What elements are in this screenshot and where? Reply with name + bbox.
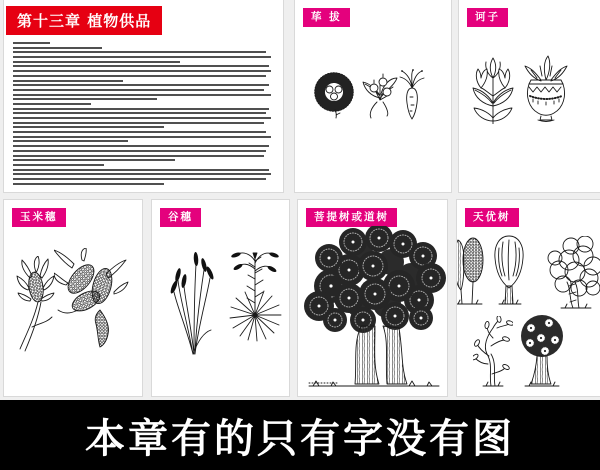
large-corn-ears-illustration [54,248,130,350]
small-corn-ear-illustration [16,256,56,358]
body-text-line [13,103,91,105]
body-text-line [13,65,269,67]
bodhi-trunk-right [383,326,407,384]
body-text-line [13,178,266,180]
panel-hezi-label: 诃子 [467,8,508,27]
column-tree-pair-illustration [456,234,484,310]
panel-puti [297,199,448,397]
body-text-line [13,117,271,119]
body-text-line [13,131,266,133]
bodhi-trunk-left [355,326,379,384]
scalloped-tree-illustration [543,236,600,310]
body-text-line [13,70,271,72]
body-text-line [13,164,104,166]
body-text-line [13,159,175,161]
grass-plant-illustration [228,245,282,355]
budding-branch-tree-illustration [473,316,513,388]
chapter-title-banner: 第十三章 植物供品 [6,6,162,35]
berry-plant-illustration [361,70,399,120]
footer-text: 本章有的只有字没有图 [85,415,515,462]
footer-banner [0,400,600,470]
panel-tianyou [456,199,600,397]
body-text-line [13,89,264,91]
body-text-line [13,183,164,185]
bodhi-canopy [304,226,446,333]
spiky-flower-ball-illustration [314,72,354,120]
body-text-line [13,145,269,147]
body-text-line [13,84,269,86]
body-text-line [13,56,271,58]
round-flower-tree-illustration [519,310,565,390]
panel-gusui [151,199,290,397]
body-text-line [13,94,271,96]
body-text-line [13,126,164,128]
panel-yumisui [3,199,143,397]
body-text-line [13,173,271,175]
tulip-branch-illustration [471,54,515,124]
panel-bibo [294,0,452,193]
grain-stalk-bunch-illustration [169,246,215,356]
panel-bibo-label: 荜 拔 [303,8,350,27]
body-text-line [13,150,266,152]
bodhi-tree-illustration [301,226,446,391]
panel-hezi [458,0,600,193]
body-text-line [13,155,264,157]
panel-yumisui-label: 玉米穗 [12,208,66,227]
body-text-line [13,51,266,53]
panel-puti-label: 菩提树或道树 [306,208,397,227]
body-text-line [13,108,269,110]
body-text-line [13,122,264,124]
body-text-block [13,42,274,187]
body-text-line [13,61,180,63]
body-text-line [13,169,269,171]
weeping-tree-illustration [489,232,529,310]
offering-pot-illustration [521,54,571,124]
body-text-line [13,80,123,82]
body-text-line [13,136,271,138]
panel-gusui-label: 谷穗 [160,208,201,227]
body-text-line [13,75,266,77]
panel-tianyou-label: 天优树 [465,208,519,227]
body-text-line [13,112,266,114]
body-text-line [13,140,128,142]
body-text-line [13,98,157,100]
body-text-line [13,42,50,44]
radish-root-illustration [399,68,425,120]
body-text-line [13,47,102,49]
chapter-text-page [3,0,284,193]
